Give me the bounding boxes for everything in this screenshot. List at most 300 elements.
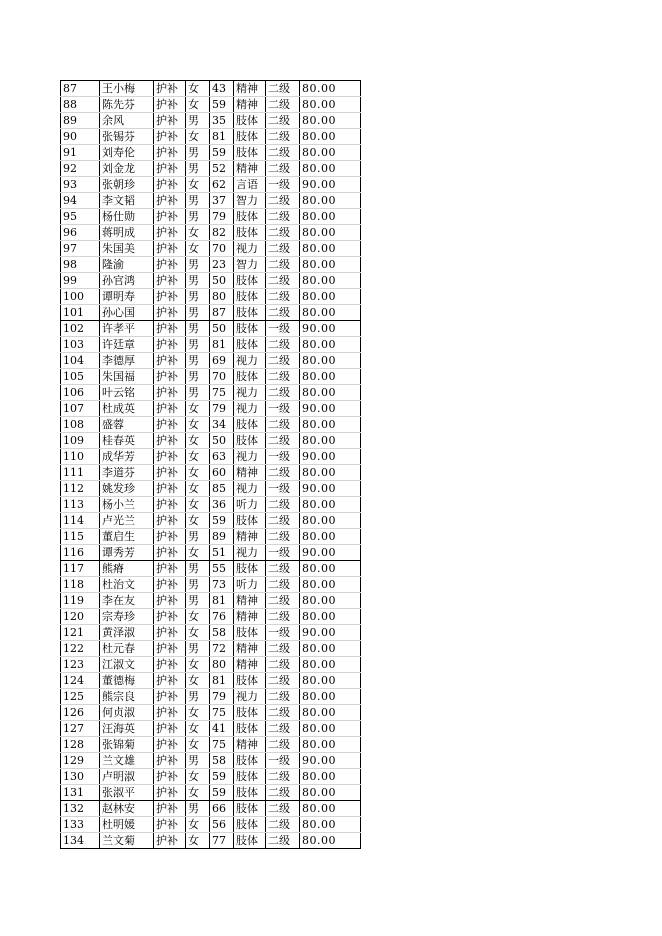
amount-cell[interactable]: 80.00 xyxy=(300,513,361,529)
amount-cell[interactable]: 80.00 xyxy=(300,145,361,161)
age-cell[interactable]: 79 xyxy=(210,401,234,417)
amount-cell[interactable]: 90.00 xyxy=(300,449,361,465)
disability-type-cell[interactable]: 肢体 xyxy=(234,289,266,305)
age-cell[interactable]: 59 xyxy=(210,769,234,785)
amount-cell[interactable]: 80.00 xyxy=(300,577,361,593)
name-cell[interactable]: 刘金龙 xyxy=(100,161,154,177)
name-cell[interactable]: 卢明淑 xyxy=(100,769,154,785)
subsidy-type-cell[interactable]: 护补 xyxy=(154,305,186,321)
subsidy-type-cell[interactable]: 护补 xyxy=(154,497,186,513)
disability-level-cell[interactable]: 二级 xyxy=(266,193,300,209)
gender-cell[interactable]: 男 xyxy=(186,753,210,769)
gender-cell[interactable]: 男 xyxy=(186,529,210,545)
age-cell[interactable]: 81 xyxy=(210,673,234,689)
disability-level-cell[interactable]: 二级 xyxy=(266,289,300,305)
gender-cell[interactable]: 男 xyxy=(186,113,210,129)
subsidy-type-cell[interactable]: 护补 xyxy=(154,801,186,817)
disability-type-cell[interactable]: 肢体 xyxy=(234,769,266,785)
row-number-cell[interactable]: 120 xyxy=(61,609,100,625)
subsidy-type-cell[interactable]: 护补 xyxy=(154,209,186,225)
amount-cell[interactable]: 80.00 xyxy=(300,417,361,433)
disability-type-cell[interactable]: 肢体 xyxy=(234,129,266,145)
subsidy-type-cell[interactable]: 护补 xyxy=(154,705,186,721)
subsidy-type-cell[interactable]: 护补 xyxy=(154,593,186,609)
disability-level-cell[interactable]: 二级 xyxy=(266,129,300,145)
age-cell[interactable]: 75 xyxy=(210,737,234,753)
disability-type-cell[interactable]: 肢体 xyxy=(234,113,266,129)
subsidy-type-cell[interactable]: 护补 xyxy=(154,257,186,273)
row-number-cell[interactable]: 122 xyxy=(61,641,100,657)
name-cell[interactable]: 杨仕勋 xyxy=(100,209,154,225)
disability-type-cell[interactable]: 智力 xyxy=(234,193,266,209)
subsidy-type-cell[interactable]: 护补 xyxy=(154,161,186,177)
gender-cell[interactable]: 女 xyxy=(186,401,210,417)
amount-cell[interactable]: 80.00 xyxy=(300,641,361,657)
name-cell[interactable]: 蒋明成 xyxy=(100,225,154,241)
age-cell[interactable]: 76 xyxy=(210,609,234,625)
amount-cell[interactable]: 80.00 xyxy=(300,817,361,833)
subsidy-type-cell[interactable]: 护补 xyxy=(154,513,186,529)
amount-cell[interactable]: 80.00 xyxy=(300,353,361,369)
age-cell[interactable]: 69 xyxy=(210,353,234,369)
age-cell[interactable]: 59 xyxy=(210,97,234,113)
gender-cell[interactable]: 女 xyxy=(186,465,210,481)
disability-level-cell[interactable]: 二级 xyxy=(266,433,300,449)
name-cell[interactable]: 黄泽淑 xyxy=(100,625,154,641)
disability-level-cell[interactable]: 二级 xyxy=(266,81,300,97)
row-number-cell[interactable]: 123 xyxy=(61,657,100,673)
gender-cell[interactable]: 女 xyxy=(186,417,210,433)
amount-cell[interactable]: 90.00 xyxy=(300,753,361,769)
disability-level-cell[interactable]: 二级 xyxy=(266,833,300,849)
disability-type-cell[interactable]: 精神 xyxy=(234,465,266,481)
amount-cell[interactable]: 80.00 xyxy=(300,497,361,513)
subsidy-type-cell[interactable]: 护补 xyxy=(154,577,186,593)
subsidy-type-cell[interactable]: 护补 xyxy=(154,481,186,497)
name-cell[interactable]: 朱国福 xyxy=(100,369,154,385)
row-number-cell[interactable]: 127 xyxy=(61,721,100,737)
disability-type-cell[interactable]: 精神 xyxy=(234,657,266,673)
name-cell[interactable]: 赵林安 xyxy=(100,801,154,817)
name-cell[interactable]: 姚发珍 xyxy=(100,481,154,497)
amount-cell[interactable]: 80.00 xyxy=(300,561,361,577)
age-cell[interactable]: 59 xyxy=(210,513,234,529)
disability-type-cell[interactable]: 精神 xyxy=(234,737,266,753)
name-cell[interactable]: 陈先芬 xyxy=(100,97,154,113)
disability-type-cell[interactable]: 肢体 xyxy=(234,337,266,353)
name-cell[interactable]: 杜成英 xyxy=(100,401,154,417)
disability-level-cell[interactable]: 一级 xyxy=(266,625,300,641)
disability-level-cell[interactable]: 二级 xyxy=(266,209,300,225)
subsidy-type-cell[interactable]: 护补 xyxy=(154,785,186,801)
disability-level-cell[interactable]: 二级 xyxy=(266,97,300,113)
gender-cell[interactable]: 女 xyxy=(186,81,210,97)
subsidy-type-cell[interactable]: 护补 xyxy=(154,529,186,545)
disability-level-cell[interactable]: 二级 xyxy=(266,609,300,625)
gender-cell[interactable]: 女 xyxy=(186,833,210,849)
row-number-cell[interactable]: 111 xyxy=(61,465,100,481)
row-number-cell[interactable]: 129 xyxy=(61,753,100,769)
age-cell[interactable]: 52 xyxy=(210,161,234,177)
disability-level-cell[interactable]: 二级 xyxy=(266,417,300,433)
row-number-cell[interactable]: 128 xyxy=(61,737,100,753)
subsidy-type-cell[interactable]: 护补 xyxy=(154,225,186,241)
amount-cell[interactable]: 80.00 xyxy=(300,801,361,817)
disability-level-cell[interactable]: 二级 xyxy=(266,641,300,657)
age-cell[interactable]: 36 xyxy=(210,497,234,513)
amount-cell[interactable]: 80.00 xyxy=(300,209,361,225)
amount-cell[interactable]: 80.00 xyxy=(300,225,361,241)
age-cell[interactable]: 55 xyxy=(210,561,234,577)
name-cell[interactable]: 熊宗良 xyxy=(100,689,154,705)
name-cell[interactable]: 董德梅 xyxy=(100,673,154,689)
amount-cell[interactable]: 80.00 xyxy=(300,593,361,609)
name-cell[interactable]: 李德厚 xyxy=(100,353,154,369)
disability-level-cell[interactable]: 二级 xyxy=(266,497,300,513)
gender-cell[interactable]: 男 xyxy=(186,337,210,353)
name-cell[interactable]: 许孝平 xyxy=(100,321,154,337)
gender-cell[interactable]: 女 xyxy=(186,785,210,801)
age-cell[interactable]: 75 xyxy=(210,705,234,721)
disability-level-cell[interactable]: 一级 xyxy=(266,401,300,417)
row-number-cell[interactable]: 116 xyxy=(61,545,100,561)
subsidy-type-cell[interactable]: 护补 xyxy=(154,177,186,193)
subsidy-type-cell[interactable]: 护补 xyxy=(154,833,186,849)
subsidy-type-cell[interactable]: 护补 xyxy=(154,337,186,353)
amount-cell[interactable]: 80.00 xyxy=(300,657,361,673)
gender-cell[interactable]: 男 xyxy=(186,209,210,225)
subsidy-type-cell[interactable]: 护补 xyxy=(154,273,186,289)
name-cell[interactable]: 李文韬 xyxy=(100,193,154,209)
disability-level-cell[interactable]: 二级 xyxy=(266,513,300,529)
row-number-cell[interactable]: 112 xyxy=(61,481,100,497)
subsidy-type-cell[interactable]: 护补 xyxy=(154,465,186,481)
name-cell[interactable]: 兰文菊 xyxy=(100,833,154,849)
row-number-cell[interactable]: 130 xyxy=(61,769,100,785)
subsidy-type-cell[interactable]: 护补 xyxy=(154,721,186,737)
gender-cell[interactable]: 女 xyxy=(186,481,210,497)
amount-cell[interactable]: 80.00 xyxy=(300,673,361,689)
disability-level-cell[interactable]: 一级 xyxy=(266,753,300,769)
age-cell[interactable]: 43 xyxy=(210,81,234,97)
disability-level-cell[interactable]: 二级 xyxy=(266,769,300,785)
disability-type-cell[interactable]: 肢体 xyxy=(234,705,266,721)
disability-level-cell[interactable]: 一级 xyxy=(266,321,300,337)
disability-type-cell[interactable]: 肢体 xyxy=(234,369,266,385)
row-number-cell[interactable]: 109 xyxy=(61,433,100,449)
disability-type-cell[interactable]: 智力 xyxy=(234,257,266,273)
age-cell[interactable]: 89 xyxy=(210,529,234,545)
row-number-cell[interactable]: 94 xyxy=(61,193,100,209)
name-cell[interactable]: 汪海英 xyxy=(100,721,154,737)
amount-cell[interactable]: 80.00 xyxy=(300,129,361,145)
subsidy-type-cell[interactable]: 护补 xyxy=(154,673,186,689)
subsidy-type-cell[interactable]: 护补 xyxy=(154,193,186,209)
disability-type-cell[interactable]: 肢体 xyxy=(234,273,266,289)
subsidy-type-cell[interactable]: 护补 xyxy=(154,289,186,305)
disability-type-cell[interactable]: 精神 xyxy=(234,81,266,97)
disability-type-cell[interactable]: 精神 xyxy=(234,641,266,657)
subsidy-type-cell[interactable]: 护补 xyxy=(154,321,186,337)
age-cell[interactable]: 23 xyxy=(210,257,234,273)
name-cell[interactable]: 刘寿伦 xyxy=(100,145,154,161)
disability-level-cell[interactable]: 二级 xyxy=(266,465,300,481)
amount-cell[interactable]: 80.00 xyxy=(300,433,361,449)
amount-cell[interactable]: 80.00 xyxy=(300,689,361,705)
name-cell[interactable]: 张锦菊 xyxy=(100,737,154,753)
age-cell[interactable]: 80 xyxy=(210,289,234,305)
subsidy-type-cell[interactable]: 护补 xyxy=(154,353,186,369)
disability-type-cell[interactable]: 肢体 xyxy=(234,305,266,321)
gender-cell[interactable]: 男 xyxy=(186,593,210,609)
disability-level-cell[interactable]: 二级 xyxy=(266,385,300,401)
row-number-cell[interactable]: 133 xyxy=(61,817,100,833)
gender-cell[interactable]: 女 xyxy=(186,657,210,673)
age-cell[interactable]: 50 xyxy=(210,321,234,337)
age-cell[interactable]: 62 xyxy=(210,177,234,193)
disability-type-cell[interactable]: 精神 xyxy=(234,97,266,113)
age-cell[interactable]: 70 xyxy=(210,369,234,385)
age-cell[interactable]: 50 xyxy=(210,433,234,449)
subsidy-type-cell[interactable]: 护补 xyxy=(154,145,186,161)
subsidy-type-cell[interactable]: 护补 xyxy=(154,449,186,465)
subsidy-type-cell[interactable]: 护补 xyxy=(154,657,186,673)
gender-cell[interactable]: 女 xyxy=(186,625,210,641)
age-cell[interactable]: 73 xyxy=(210,577,234,593)
age-cell[interactable]: 63 xyxy=(210,449,234,465)
disability-level-cell[interactable]: 二级 xyxy=(266,369,300,385)
amount-cell[interactable]: 80.00 xyxy=(300,289,361,305)
disability-level-cell[interactable]: 二级 xyxy=(266,241,300,257)
gender-cell[interactable]: 男 xyxy=(186,369,210,385)
amount-cell[interactable]: 80.00 xyxy=(300,609,361,625)
amount-cell[interactable]: 80.00 xyxy=(300,465,361,481)
age-cell[interactable]: 35 xyxy=(210,113,234,129)
subsidy-type-cell[interactable]: 护补 xyxy=(154,129,186,145)
disability-type-cell[interactable]: 肢体 xyxy=(234,785,266,801)
row-number-cell[interactable]: 134 xyxy=(61,833,100,849)
subsidy-type-cell[interactable]: 护补 xyxy=(154,401,186,417)
disability-level-cell[interactable]: 二级 xyxy=(266,817,300,833)
name-cell[interactable]: 谭秀芳 xyxy=(100,545,154,561)
name-cell[interactable]: 许廷章 xyxy=(100,337,154,353)
gender-cell[interactable]: 女 xyxy=(186,225,210,241)
age-cell[interactable]: 59 xyxy=(210,785,234,801)
subsidy-type-cell[interactable]: 护补 xyxy=(154,753,186,769)
amount-cell[interactable]: 80.00 xyxy=(300,721,361,737)
name-cell[interactable]: 兰文雄 xyxy=(100,753,154,769)
gender-cell[interactable]: 女 xyxy=(186,769,210,785)
row-number-cell[interactable]: 101 xyxy=(61,305,100,321)
name-cell[interactable]: 谭明寿 xyxy=(100,289,154,305)
amount-cell[interactable]: 80.00 xyxy=(300,385,361,401)
amount-cell[interactable]: 80.00 xyxy=(300,273,361,289)
amount-cell[interactable]: 90.00 xyxy=(300,545,361,561)
name-cell[interactable]: 杜明媛 xyxy=(100,817,154,833)
disability-type-cell[interactable]: 视力 xyxy=(234,545,266,561)
gender-cell[interactable]: 女 xyxy=(186,513,210,529)
disability-type-cell[interactable]: 听力 xyxy=(234,577,266,593)
subsidy-type-cell[interactable]: 护补 xyxy=(154,433,186,449)
disability-type-cell[interactable]: 肢体 xyxy=(234,561,266,577)
amount-cell[interactable]: 80.00 xyxy=(300,337,361,353)
row-number-cell[interactable]: 113 xyxy=(61,497,100,513)
amount-cell[interactable]: 80.00 xyxy=(300,769,361,785)
gender-cell[interactable]: 男 xyxy=(186,689,210,705)
subsidy-type-cell[interactable]: 护补 xyxy=(154,97,186,113)
gender-cell[interactable]: 女 xyxy=(186,449,210,465)
gender-cell[interactable]: 女 xyxy=(186,705,210,721)
disability-type-cell[interactable]: 视力 xyxy=(234,689,266,705)
name-cell[interactable]: 孙心国 xyxy=(100,305,154,321)
disability-type-cell[interactable]: 精神 xyxy=(234,161,266,177)
amount-cell[interactable]: 90.00 xyxy=(300,401,361,417)
name-cell[interactable]: 隆渝 xyxy=(100,257,154,273)
gender-cell[interactable]: 男 xyxy=(186,161,210,177)
name-cell[interactable]: 杨小兰 xyxy=(100,497,154,513)
row-number-cell[interactable]: 88 xyxy=(61,97,100,113)
amount-cell[interactable]: 80.00 xyxy=(300,705,361,721)
gender-cell[interactable]: 男 xyxy=(186,641,210,657)
row-number-cell[interactable]: 87 xyxy=(61,81,100,97)
gender-cell[interactable]: 女 xyxy=(186,545,210,561)
disability-level-cell[interactable]: 二级 xyxy=(266,673,300,689)
name-cell[interactable]: 余风 xyxy=(100,113,154,129)
disability-level-cell[interactable]: 二级 xyxy=(266,593,300,609)
row-number-cell[interactable]: 118 xyxy=(61,577,100,593)
disability-type-cell[interactable]: 肢体 xyxy=(234,145,266,161)
disability-level-cell[interactable]: 二级 xyxy=(266,689,300,705)
age-cell[interactable]: 79 xyxy=(210,689,234,705)
row-number-cell[interactable]: 90 xyxy=(61,129,100,145)
age-cell[interactable]: 70 xyxy=(210,241,234,257)
disability-level-cell[interactable]: 一级 xyxy=(266,545,300,561)
disability-level-cell[interactable]: 二级 xyxy=(266,273,300,289)
amount-cell[interactable]: 80.00 xyxy=(300,833,361,849)
disability-level-cell[interactable]: 二级 xyxy=(266,225,300,241)
gender-cell[interactable]: 女 xyxy=(186,721,210,737)
age-cell[interactable]: 34 xyxy=(210,417,234,433)
disability-level-cell[interactable]: 二级 xyxy=(266,161,300,177)
name-cell[interactable]: 叶云铭 xyxy=(100,385,154,401)
row-number-cell[interactable]: 119 xyxy=(61,593,100,609)
disability-type-cell[interactable]: 肢体 xyxy=(234,833,266,849)
age-cell[interactable]: 50 xyxy=(210,273,234,289)
subsidy-type-cell[interactable]: 护补 xyxy=(154,113,186,129)
amount-cell[interactable]: 80.00 xyxy=(300,241,361,257)
gender-cell[interactable]: 男 xyxy=(186,561,210,577)
age-cell[interactable]: 77 xyxy=(210,833,234,849)
disability-level-cell[interactable]: 二级 xyxy=(266,337,300,353)
disability-type-cell[interactable]: 视力 xyxy=(234,481,266,497)
subsidy-type-cell[interactable]: 护补 xyxy=(154,769,186,785)
disability-level-cell[interactable]: 二级 xyxy=(266,353,300,369)
amount-cell[interactable]: 90.00 xyxy=(300,177,361,193)
disability-level-cell[interactable]: 二级 xyxy=(266,257,300,273)
row-number-cell[interactable]: 121 xyxy=(61,625,100,641)
gender-cell[interactable]: 女 xyxy=(186,497,210,513)
subsidy-type-cell[interactable]: 护补 xyxy=(154,545,186,561)
disability-level-cell[interactable]: 一级 xyxy=(266,481,300,497)
name-cell[interactable]: 李道芬 xyxy=(100,465,154,481)
subsidy-type-cell[interactable]: 护补 xyxy=(154,641,186,657)
disability-level-cell[interactable]: 二级 xyxy=(266,801,300,817)
age-cell[interactable]: 66 xyxy=(210,801,234,817)
disability-type-cell[interactable]: 肢体 xyxy=(234,513,266,529)
row-number-cell[interactable]: 124 xyxy=(61,673,100,689)
amount-cell[interactable]: 80.00 xyxy=(300,161,361,177)
gender-cell[interactable]: 男 xyxy=(186,801,210,817)
name-cell[interactable]: 朱国美 xyxy=(100,241,154,257)
age-cell[interactable]: 37 xyxy=(210,193,234,209)
gender-cell[interactable]: 男 xyxy=(186,257,210,273)
row-number-cell[interactable]: 108 xyxy=(61,417,100,433)
age-cell[interactable]: 72 xyxy=(210,641,234,657)
disability-type-cell[interactable]: 肢体 xyxy=(234,321,266,337)
gender-cell[interactable]: 男 xyxy=(186,353,210,369)
disability-type-cell[interactable]: 精神 xyxy=(234,593,266,609)
disability-type-cell[interactable]: 肢体 xyxy=(234,209,266,225)
amount-cell[interactable]: 80.00 xyxy=(300,529,361,545)
amount-cell[interactable]: 90.00 xyxy=(300,321,361,337)
row-number-cell[interactable]: 115 xyxy=(61,529,100,545)
disability-type-cell[interactable]: 肢体 xyxy=(234,817,266,833)
gender-cell[interactable]: 女 xyxy=(186,241,210,257)
gender-cell[interactable]: 男 xyxy=(186,305,210,321)
subsidy-type-cell[interactable]: 护补 xyxy=(154,609,186,625)
name-cell[interactable]: 张淑平 xyxy=(100,785,154,801)
amount-cell[interactable]: 80.00 xyxy=(300,97,361,113)
amount-cell[interactable]: 80.00 xyxy=(300,369,361,385)
row-number-cell[interactable]: 114 xyxy=(61,513,100,529)
disability-level-cell[interactable]: 二级 xyxy=(266,577,300,593)
gender-cell[interactable]: 男 xyxy=(186,385,210,401)
row-number-cell[interactable]: 96 xyxy=(61,225,100,241)
row-number-cell[interactable]: 105 xyxy=(61,369,100,385)
disability-type-cell[interactable]: 言语 xyxy=(234,177,266,193)
name-cell[interactable]: 江淑文 xyxy=(100,657,154,673)
subsidy-type-cell[interactable]: 护补 xyxy=(154,81,186,97)
disability-type-cell[interactable]: 肢体 xyxy=(234,417,266,433)
disability-level-cell[interactable]: 二级 xyxy=(266,113,300,129)
row-number-cell[interactable]: 125 xyxy=(61,689,100,705)
disability-type-cell[interactable]: 肢体 xyxy=(234,721,266,737)
age-cell[interactable]: 41 xyxy=(210,721,234,737)
amount-cell[interactable]: 80.00 xyxy=(300,305,361,321)
name-cell[interactable]: 张朝珍 xyxy=(100,177,154,193)
disability-type-cell[interactable]: 听力 xyxy=(234,497,266,513)
row-number-cell[interactable]: 107 xyxy=(61,401,100,417)
subsidy-type-cell[interactable]: 护补 xyxy=(154,241,186,257)
disability-type-cell[interactable]: 视力 xyxy=(234,241,266,257)
subsidy-type-cell[interactable]: 护补 xyxy=(154,369,186,385)
disability-level-cell[interactable]: 二级 xyxy=(266,785,300,801)
disability-type-cell[interactable]: 精神 xyxy=(234,609,266,625)
gender-cell[interactable]: 男 xyxy=(186,145,210,161)
disability-level-cell[interactable]: 二级 xyxy=(266,305,300,321)
disability-type-cell[interactable]: 肢体 xyxy=(234,801,266,817)
age-cell[interactable]: 80 xyxy=(210,657,234,673)
age-cell[interactable]: 60 xyxy=(210,465,234,481)
age-cell[interactable]: 75 xyxy=(210,385,234,401)
name-cell[interactable]: 杜元春 xyxy=(100,641,154,657)
disability-level-cell[interactable]: 二级 xyxy=(266,737,300,753)
amount-cell[interactable]: 80.00 xyxy=(300,737,361,753)
row-number-cell[interactable]: 102 xyxy=(61,321,100,337)
amount-cell[interactable]: 80.00 xyxy=(300,113,361,129)
subsidy-type-cell[interactable]: 护补 xyxy=(154,689,186,705)
name-cell[interactable]: 杜治文 xyxy=(100,577,154,593)
